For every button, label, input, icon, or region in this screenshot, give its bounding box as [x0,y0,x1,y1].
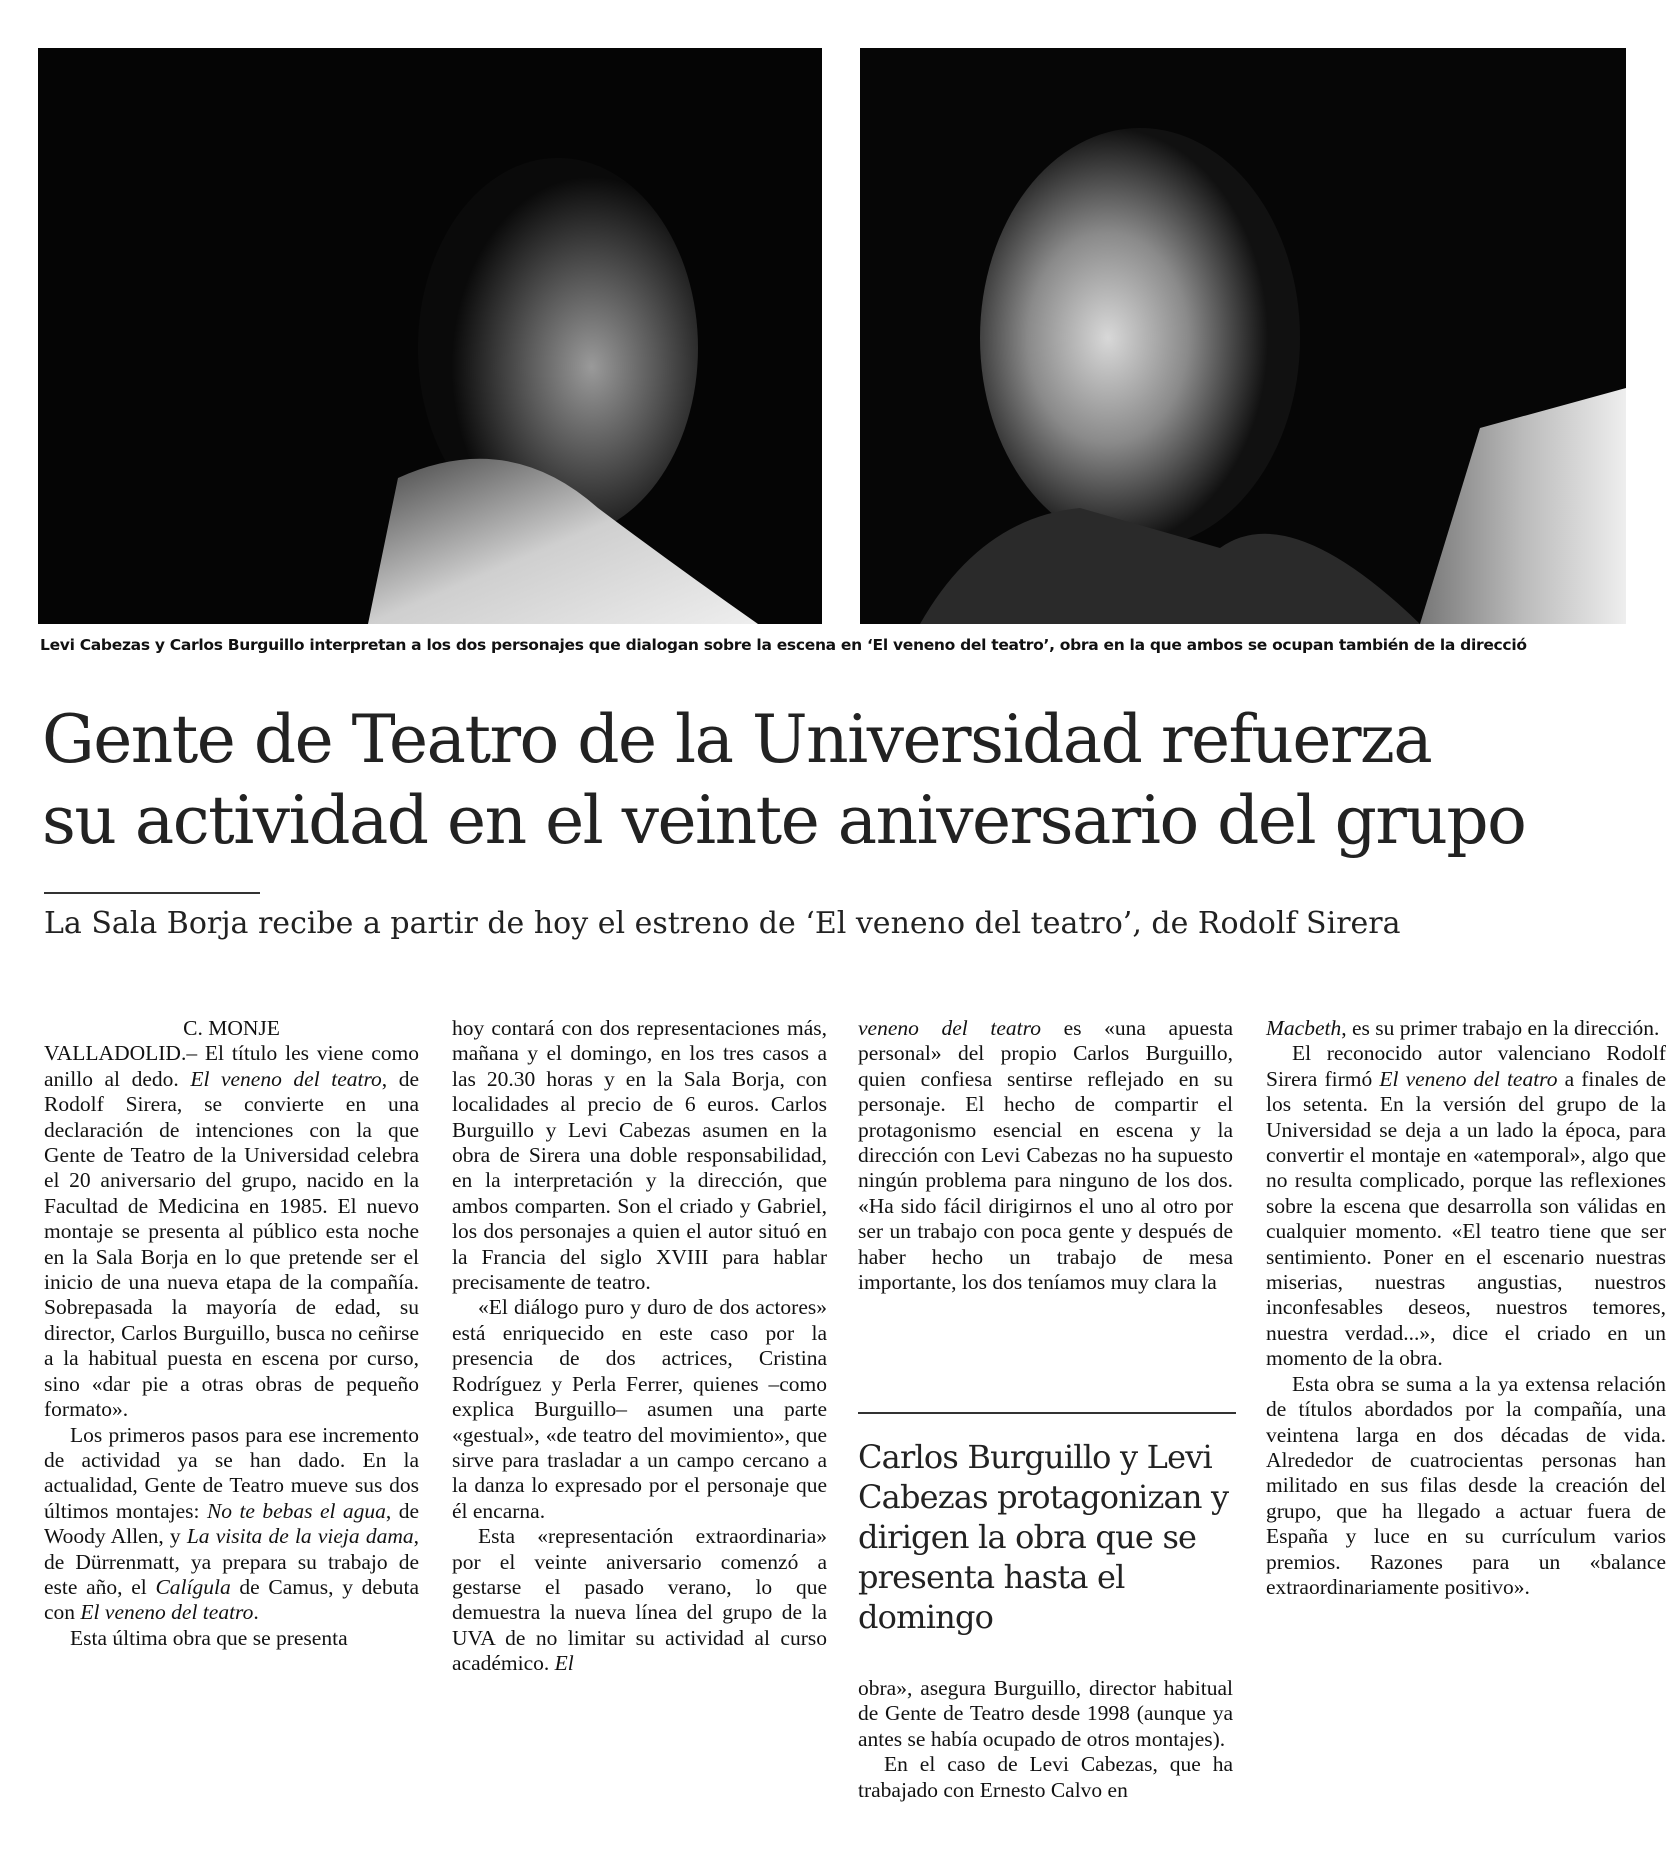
subhead-rule [44,892,260,894]
photo-levi-cabezas [38,48,822,624]
article-column-3-top [858,1016,1233,1386]
article-column-3-bottom [858,1676,1233,1846]
paragraph: Esta última obra que se presenta [70,1625,348,1650]
paragraph: Macbeth, es su primer trabajo en la dirección. [1266,1016,1660,1040]
paragraph: Los primeros pasos para ese incremento de actividad ya se han dado. En la actualidad, Gente de Teatro mueve sus dos últimos montajes: No te bebas el agua, de Woody Allen, y La visita de la vieja dama, de Dürrenmatt, ya prepara su trabajo de este año, el Calígula de Camus, y debuta con El veneno del teatro. [44,1422,419,1625]
photo-carlos-burguillo [860,48,1626,624]
byline: C. MONJE [183,1016,280,1040]
paragraph: Esta «representación extraordinaria» por el veinte aniversario comenzó a gestarse el pasado verano, lo que demuestra la nueva línea del grupo de la UVA de no limitar su actividad al curso académico. El [452,1524,827,1676]
headline-line-2: su actividad en el veinte aniversario del grupo [42,781,1526,859]
pull-quote: Carlos Burguillo y Levi Cabezas protagonizan y dirigen la obra que se presenta hasta el domingo [858,1438,1229,1636]
headline-line-1: Gente de Teatro de la Universidad refuerza [42,701,1432,778]
headline [42,700,1632,861]
paragraph: obra», asegura Burguillo, director habitual de Gente de Teatro desde 1998 (aunque ya antes se había ocupado de otros montajes). [858,1676,1233,1751]
subheadline: La Sala Borja recibe a partir de hoy el estreno de ‘El veneno del teatro’, de Rodolf Sirera [44,906,1401,941]
paragraph: VALLADOLID.– El título les viene como anillo al dedo. El veneno del teatro, de Rodolf Sirera, se convierte en una declaración de intenciones con la que Gente de Teatro de la Universidad celebra el 20 aniversario del grupo, nacido en la Facultad de Medicina en 1985. El nuevo montaje se presenta al público esta noche en la Sala Borja en lo que pretende ser el inicio de una nueva etapa de la compañía. Sobrepasada la mayoría de edad, su director, Carlos Burguillo, busca no ceñirse a la habitual puesta en escena por curso, sino «dar pie a otras obras de pequeño formato». [44,1041,420,1422]
photo-caption: Levi Cabezas y Carlos Burguillo interpretan a los dos personajes que dialogan sobre la escena en ‘El veneno del teatro’, obra en la que ambos se ocupan también de la direcció [40,636,1527,654]
paragraph: «El diálogo puro y duro de dos actores» está enriquecido en este caso por la presencia de dos actrices, Cristina Rodríguez y Perla Ferrer, quienes –como explica Burguillo– asumen una parte «gestual», «de teatro del movimiento», que sirve para trasladar a un campo cercano a la danza lo expresado por el personaje que él encarna. [452,1295,827,1523]
article-column-1 [44,1016,419,1846]
paragraph: hoy contará con dos representaciones más, mañana y el domingo, en los tres casos a las 20.30 horas y en la Sala Borja, con localidades al precio de 6 euros. Carlos Burguillo y Levi Cabezas asumen en la obra de Sirera una doble responsabilidad, en la interpretación y la dirección, que ambos comparten. Son el criado y Gabriel, los dos personajes a quien el autor situó en la Francia del siglo XVIII para hablar precisamente de teatro. [452,1016,827,1295]
photo-levi-cabezas-image [38,48,822,624]
pullquote-rule [858,1412,1236,1414]
paragraph: En el caso de Levi Cabezas, que ha trabajado con Ernesto Calvo en [858,1752,1233,1802]
paragraph: Esta obra se suma a la ya extensa relación de títulos abordados por la compañía, una veintena larga en dos décadas de vida. Alrededor de cuatrocientas personas han militado en sus filas desde la creación del grupo, que ha llegado a actuar fuera de España y luce en su currículum varios premios. Razones para un «balance extraordinariamente positivo». [1266,1371,1666,1599]
article-column-2 [452,1016,827,1846]
paragraph: veneno del teatro es «una apuesta personal» del propio Carlos Burguillo, quien confiesa sentirse reflejado en su personaje. El hecho de compartir el protagonismo esencial en escena y la dirección con Levi Cabezas no ha supuesto ningún problema para ninguno de los dos. «Ha sido fácil dirigirnos el uno al otro por ser un trabajo con poca gente y después de haber hecho un trabajo de mesa importante, los dos teníamos muy clara la [858,1016,1233,1295]
paragraph: El reconocido autor valenciano Rodolf Sirera firmó El veneno del teatro a finales de los setenta. En la versión del grupo de la Universidad se deja a un lado la época, para convertir el montaje en «atemporal», algo que no resulta complicado, porque las reflexiones sobre la escena que desarrolla son válidas en cualquier momento. «El teatro tiene que ser sentimiento. Poner en el escenario nuestras miserias, nuestras angustias, nuestros inconfesables deseos, nuestros temores, nuestra verdad...», dice el criado en un momento de la obra. [1266,1041,1666,1371]
photo-carlos-burguillo-image [860,48,1626,624]
article-column-4 [1266,1016,1666,1846]
